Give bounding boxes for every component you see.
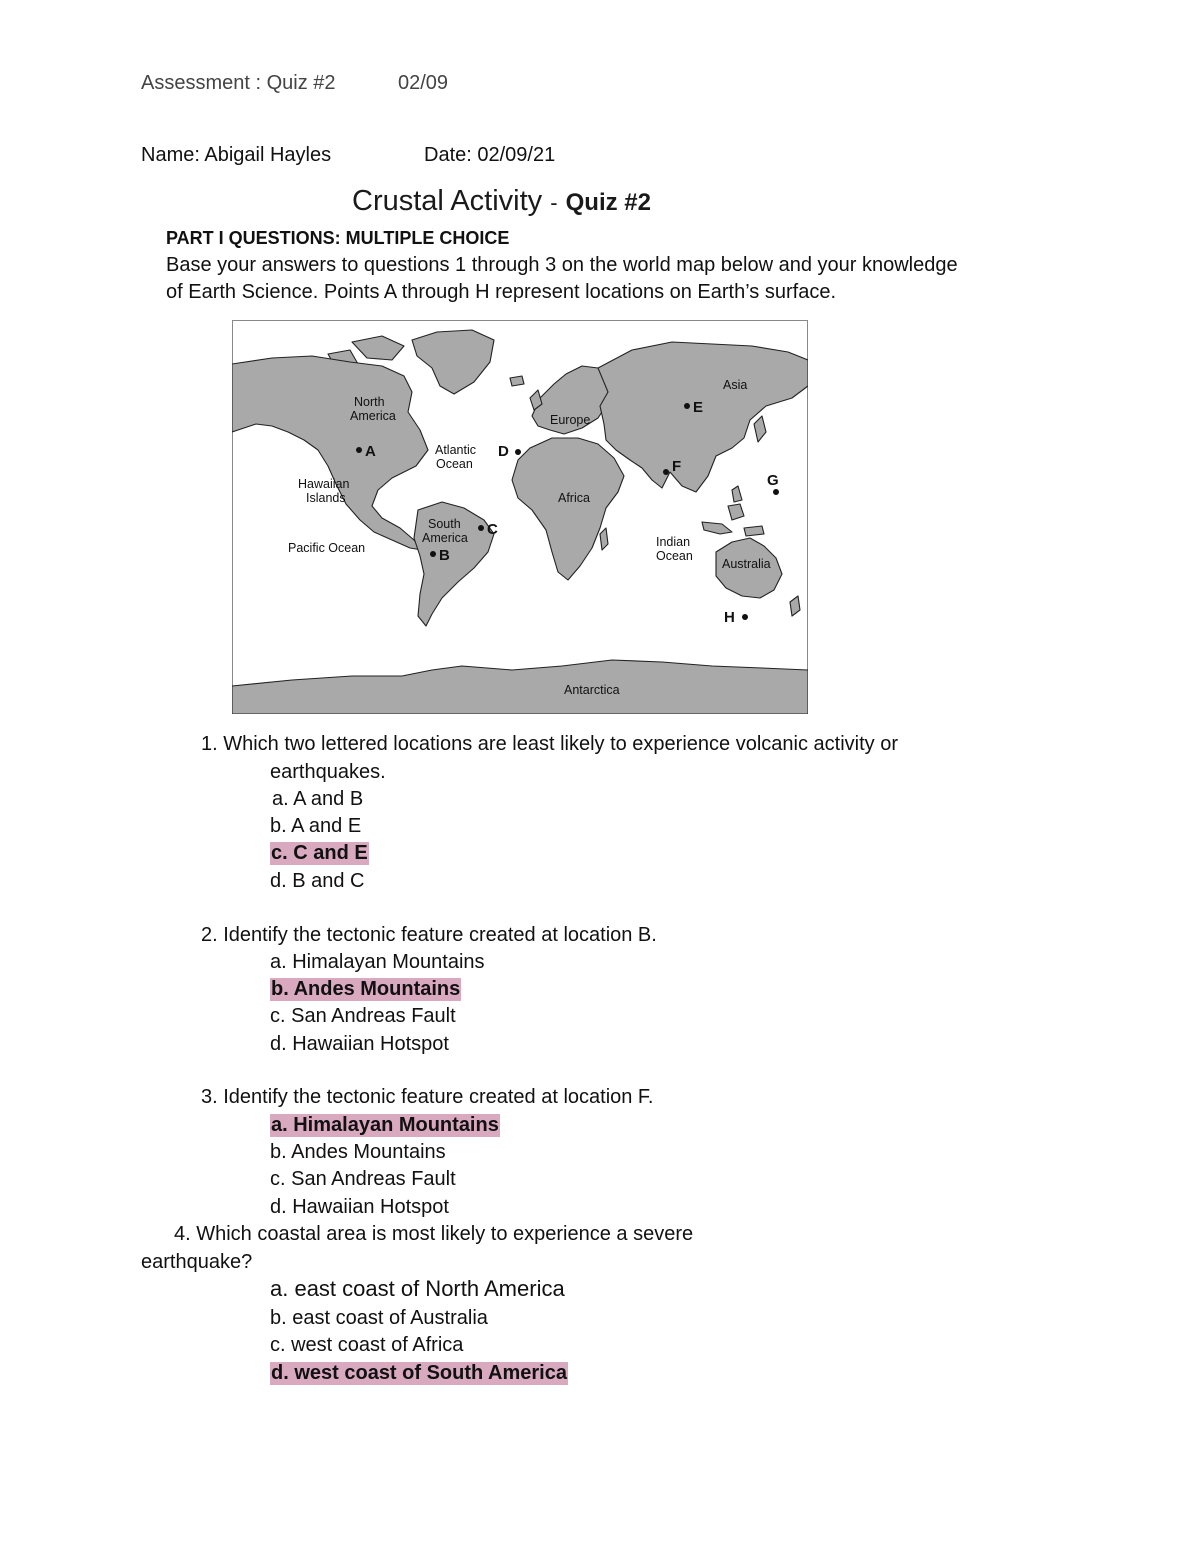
q4-option-c: c. west coast of Africa <box>270 1334 464 1356</box>
point-a-dot <box>356 447 362 453</box>
q1-option-d: d. B and C <box>270 870 365 892</box>
q2-option-c: c. San Andreas Fault <box>270 1005 456 1027</box>
student-name: Name: Abigail Hayles <box>141 144 332 166</box>
label-australia: Australia <box>722 557 771 571</box>
label-south: South <box>428 517 461 531</box>
assessment-label: Assessment : Quiz #2 <box>141 72 336 94</box>
label-indian-ocean: Ocean <box>656 549 693 563</box>
q3-option-d: d. Hawaiian Hotspot <box>270 1196 449 1218</box>
instructions-line-1: Base your answers to questions 1 through 3 on the world map below and your knowledge <box>166 254 958 276</box>
label-antarctica: Antarctica <box>564 683 620 697</box>
q2-option-b-selected: b. Andes Mountains <box>271 978 461 1000</box>
label-south-america: America <box>422 531 468 545</box>
point-e-dot <box>684 403 690 409</box>
q4-option-b: b. east coast of Australia <box>270 1307 488 1329</box>
title-quiz: Quiz #2 <box>565 189 651 216</box>
title-dash: - <box>550 190 558 215</box>
label-north: North <box>354 395 385 409</box>
q1-option-b: b. A and E <box>270 815 362 837</box>
instructions <box>166 252 958 306</box>
question-4-text: 4. Which coastal area is most likely to experience a severe <box>174 1223 694 1245</box>
label-europe: Europe <box>550 413 591 427</box>
point-d-label: D <box>498 443 509 460</box>
label-hawaiian: Hawaiian <box>298 477 350 491</box>
q1-option-c-selected: c. C and E <box>271 842 368 864</box>
point-g-label: G <box>767 472 779 489</box>
label-islands: Islands <box>306 491 346 505</box>
part-heading: PART I QUESTIONS: MULTIPLE CHOICE <box>166 228 510 248</box>
point-f-dot <box>663 469 669 475</box>
q2-option-d: d. Hawaiian Hotspot <box>270 1033 449 1055</box>
label-north-america: America <box>350 409 396 423</box>
point-h-label: H <box>724 609 735 626</box>
q4-option-a: a. east coast of North America <box>270 1276 565 1301</box>
instructions-line-2: of Earth Science. Points A through H represent locations on Earth’s surface. <box>166 281 837 303</box>
world-map <box>232 320 808 714</box>
point-c-label: C <box>487 521 498 538</box>
quiz-date: Date: 02/09/21 <box>424 144 556 166</box>
point-b-label: B <box>439 547 450 564</box>
question-3-text: 3. Identify the tectonic feature created at location F. <box>201 1086 654 1108</box>
assessment-code: 02/09 <box>398 72 449 94</box>
label-asia: Asia <box>723 378 748 392</box>
q4-option-d-selected: d. west coast of South America <box>271 1362 567 1384</box>
page-title <box>352 185 651 218</box>
question-2-text: 2. Identify the tectonic feature created at location B. <box>201 924 657 946</box>
point-a-label: A <box>365 443 376 460</box>
label-atlantic-ocean: Ocean <box>436 457 473 471</box>
point-h-dot <box>742 614 748 620</box>
q1-option-a: a. A and B <box>272 788 364 810</box>
title-main: Crustal Activity <box>352 185 543 217</box>
point-g-dot <box>773 489 779 495</box>
q3-option-b: b. Andes Mountains <box>270 1141 446 1163</box>
question-1-text-cont: earthquakes. <box>270 761 386 783</box>
point-c-dot <box>478 525 484 531</box>
point-e-label: E <box>693 399 704 416</box>
question-1-text: 1. Which two lettered locations are least likely to experience volcanic activity or <box>201 733 898 755</box>
label-indian: Indian <box>656 535 691 549</box>
point-b-dot <box>430 551 436 557</box>
q3-option-a-selected: a. Himalayan Mountains <box>271 1114 499 1136</box>
label-africa: Africa <box>558 491 590 505</box>
label-atlantic: Atlantic <box>435 443 476 457</box>
q3-option-c: c. San Andreas Fault <box>270 1168 456 1190</box>
question-4-text-cont: earthquake? <box>141 1251 253 1273</box>
point-d-dot <box>515 449 521 455</box>
point-f-label: F <box>672 458 682 475</box>
q2-option-a: a. Himalayan Mountains <box>270 951 485 973</box>
label-pacific-ocean: Pacific Ocean <box>288 541 366 555</box>
